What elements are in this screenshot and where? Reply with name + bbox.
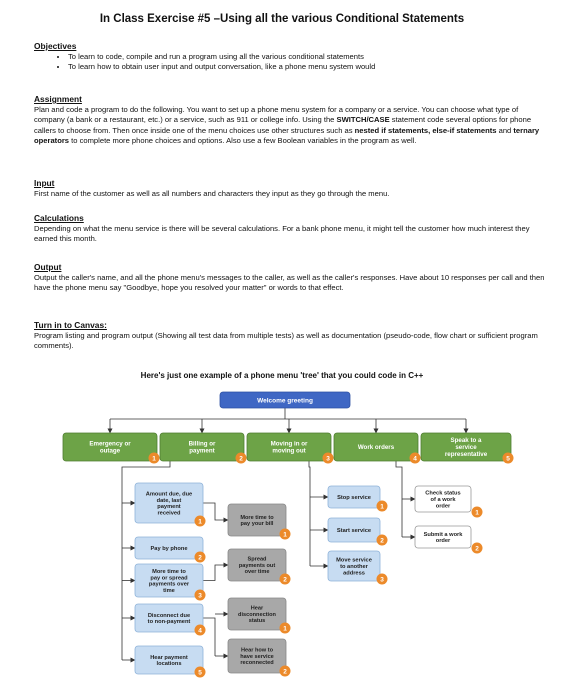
output-heading: Output <box>34 262 62 272</box>
menu-option-node-label: Moving in or moving out <box>270 440 308 455</box>
option-number-badge <box>149 453 160 464</box>
badge-number: 2 <box>239 455 243 463</box>
assignment-heading: Assignment <box>34 94 82 104</box>
billing-suboption-node <box>228 504 287 539</box>
option-number-badge <box>195 590 206 601</box>
diagram-heading: Here's just one example of a phone menu 'tree' that you could code in C++ <box>140 371 424 380</box>
billing-suboption-node <box>228 639 287 676</box>
option-number-badge <box>503 453 514 464</box>
billing-option-node-label: Pay by phone <box>150 545 188 552</box>
option-number-badge <box>280 529 291 540</box>
welcome-greeting-node-label: Welcome greeting <box>257 397 313 405</box>
objectives-heading: Objectives <box>34 41 77 51</box>
calculations-heading: Calculations <box>34 213 84 223</box>
assignment-section <box>34 94 546 147</box>
billing-option-node-label: Hear payment locations <box>150 654 188 668</box>
billing-suboption-node-label: Spread payments out over time <box>238 556 276 576</box>
badge-number: 1 <box>475 509 479 517</box>
input-section <box>34 178 546 199</box>
badge-number: 2 <box>380 537 384 545</box>
billing-option-node <box>135 483 203 526</box>
moving-option-node <box>328 486 380 508</box>
option-number-badge <box>410 453 421 464</box>
option-number-badge <box>377 501 388 512</box>
badge-number: 3 <box>380 576 384 584</box>
badge-number: 2 <box>475 545 479 553</box>
billing-option-node <box>135 537 203 562</box>
billing-option-node <box>135 564 203 600</box>
objectives-section <box>34 41 546 73</box>
badge-number: 1 <box>283 531 287 539</box>
menu-option-node-label: Speak to a service representative <box>444 437 488 459</box>
option-number-badge <box>195 625 206 636</box>
objective-item: • To learn to code, compile and run a program using all the various conditional statements <box>68 52 546 62</box>
phone-menu-tree-diagram <box>0 386 564 698</box>
objective-item: • To learn how to obtain user input and output conversation, like a phone menu system would <box>68 62 546 72</box>
billing-option-node-label: Disconnect due to non-payment <box>147 612 191 626</box>
billing-suboption-node-label: Hear disconnection status <box>238 605 276 625</box>
menu-option-node <box>421 433 511 461</box>
badge-number: 4 <box>198 627 202 635</box>
turn-in-heading: Turn in to Canvas: <box>34 320 107 330</box>
option-number-badge <box>280 574 291 585</box>
menu-option-node <box>160 433 244 461</box>
option-number-badge <box>472 507 483 518</box>
menu-option-node-label: Work orders <box>357 444 395 452</box>
connector-line <box>396 461 402 537</box>
objectives-list <box>34 52 546 73</box>
workorder-option-node-label: Submit a work order <box>423 531 463 545</box>
option-number-badge <box>280 623 291 634</box>
turn-in-text: Program listing and program output (Showing all test data from multiple tests) as well as documentation (pseudo-code, flow chart or sufficient program comments). <box>34 331 538 351</box>
menu-option-node <box>334 433 418 461</box>
welcome-greeting-node <box>220 392 350 408</box>
option-number-badge <box>195 667 206 678</box>
connector-line <box>203 503 228 520</box>
diagram-nodes <box>63 392 514 678</box>
badge-number: 1 <box>198 518 202 526</box>
moving-option-node <box>328 551 380 581</box>
output-section <box>34 262 546 294</box>
option-number-badge <box>195 516 206 527</box>
billing-option-node <box>135 646 203 677</box>
badge-number: 1 <box>283 625 287 633</box>
billing-suboption-node <box>228 598 287 633</box>
badge-number: 2 <box>283 668 287 676</box>
workorder-option-node <box>415 486 471 512</box>
billing-option-node-label: More time to pay or spread payments over time <box>148 568 190 595</box>
badge-number: 3 <box>198 592 202 600</box>
badge-number: 1 <box>152 455 156 463</box>
menu-option-node <box>247 433 331 461</box>
workorder-option-node-label: Check status of a work order <box>425 490 461 510</box>
billing-option-node <box>135 604 203 635</box>
input-text: First name of the customer as well as all numbers and characters they input as they go through the menu. <box>34 189 390 198</box>
menu-option-node <box>63 433 157 461</box>
billing-suboption-node-label: More time to pay your bill <box>240 514 274 528</box>
menu-option-node-label: Billing or payment <box>188 440 216 455</box>
calculations-text: Depending on what the menu service is there will be several calculations. For a bank phone menu, it might tell the customer how much interest they earned this month. <box>34 224 530 244</box>
connector-line <box>203 565 228 581</box>
option-number-badge <box>236 453 247 464</box>
connector-line <box>203 618 215 656</box>
billing-suboption-node <box>228 549 287 584</box>
badge-number: 2 <box>198 554 202 562</box>
moving-option-node-label: Move service to another address <box>336 557 372 577</box>
input-heading: Input <box>34 178 55 188</box>
option-number-badge <box>377 574 388 585</box>
badge-number: 5 <box>198 669 202 677</box>
option-number-badge <box>195 552 206 563</box>
option-number-badge <box>280 666 291 677</box>
assignment-text: Plan and code a program to do the following. You want to set up a phone menu system for a company or a service. You can choose what type of company (a bank or a restaurant, etc.) or a service, such as 911 or college info. Using the SWITCH/CASE statement code several options for phone callers to choose from. Then once inside one of the menu choices use other structures such as nested if statements, else-if statements and ternary operators to complete more phone choices and options. Also use a few Boolean variables in the program as well. <box>34 105 540 146</box>
billing-suboption-node-label: Hear how to have service reconnected <box>240 647 274 667</box>
badge-number: 3 <box>326 455 330 463</box>
turn-in-section <box>34 320 546 352</box>
output-text: Output the caller's name, and all the phone menu's messages to the caller, as well as the caller's responses. Have about 10 responses per call and then have the phone menu say "Goodbye, hope you resolved your matter" or words to that effect. <box>34 273 545 293</box>
connector-line <box>309 461 310 566</box>
option-number-badge <box>323 453 334 464</box>
page-title: In Class Exercise #5 –Using all the various Conditional Statements <box>99 13 465 25</box>
calculations-section <box>34 213 546 245</box>
workorder-option-node <box>415 526 471 548</box>
option-number-badge <box>377 535 388 546</box>
badge-number: 5 <box>506 455 510 463</box>
moving-option-node <box>328 518 380 542</box>
option-number-badge <box>472 543 483 554</box>
moving-option-node-label: Stop service <box>337 494 371 501</box>
moving-option-node-label: Start service <box>336 527 372 534</box>
badge-number: 2 <box>283 576 287 584</box>
menu-option-node-label: Emergency or outage <box>89 440 131 455</box>
badge-number: 1 <box>380 503 384 511</box>
billing-option-node-label: Amount due, due date, last payment received <box>145 491 193 517</box>
badge-number: 4 <box>413 455 417 463</box>
